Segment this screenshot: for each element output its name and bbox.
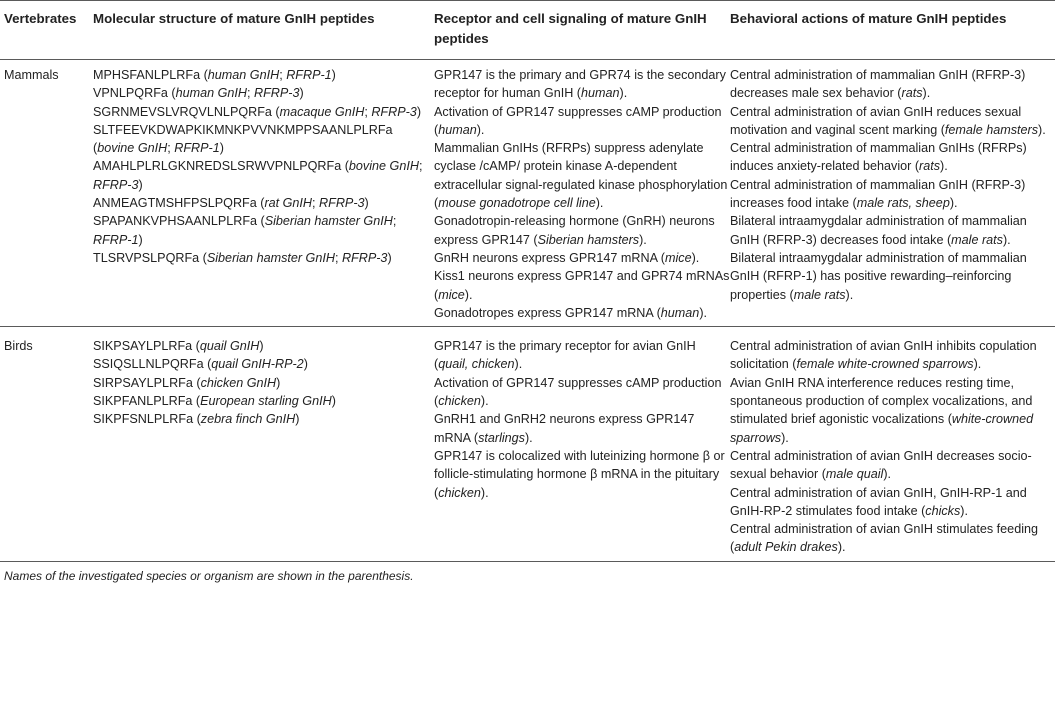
entry-species: human bbox=[438, 122, 477, 137]
entry-species: European starling GnIH bbox=[200, 394, 332, 409]
cell-entry bbox=[93, 103, 434, 121]
entry-text: GnRH neurons express GPR147 mRNA ( bbox=[434, 250, 665, 265]
entry-text: Activation of GPR147 suppresses cAMP production ( bbox=[434, 375, 722, 409]
entry-text: SGRNMEVSLVRQVLNLPQRFa ( bbox=[93, 104, 280, 119]
cell-entry bbox=[93, 355, 434, 373]
group-birds: Birds bbox=[0, 327, 93, 562]
cell-entry bbox=[93, 66, 434, 84]
entry-variant: RFRP-3 bbox=[341, 250, 388, 265]
entry-text: SIKPFANLPLRFa ( bbox=[93, 394, 201, 409]
entry-close: ). bbox=[639, 232, 647, 247]
entry-species: human bbox=[581, 86, 620, 101]
entry-text: Avian GnIH RNA interference reduces resting time, spontaneous production of complex vocalizations, and stimulated brief agonistic vocalizations ( bbox=[730, 375, 1033, 427]
header-behavioral: Behavioral actions of mature GnIH peptides bbox=[730, 1, 1055, 60]
entry-species: starlings bbox=[478, 430, 525, 445]
cell-entry bbox=[730, 337, 1055, 374]
entry-species: chicken bbox=[438, 394, 481, 409]
cell-entry bbox=[93, 374, 434, 392]
cell-entry bbox=[730, 66, 1055, 103]
entry-separator: ; bbox=[247, 86, 254, 101]
entry-text: Central administration of mammalian GnIH (RFRP-3) decreases male sex behavior ( bbox=[730, 68, 1026, 101]
cell-entry bbox=[434, 66, 730, 103]
cell-entry bbox=[434, 374, 730, 411]
entry-species: mouse gonadotrope cell line bbox=[438, 196, 596, 211]
cell-entry bbox=[93, 212, 434, 249]
entry-close: ). bbox=[691, 250, 700, 265]
entry-variant: RFRP-1 bbox=[174, 141, 220, 156]
entry-species: adult Pekin drakes bbox=[734, 540, 838, 555]
cell-entry bbox=[93, 84, 434, 102]
cell-entry bbox=[730, 249, 1055, 304]
entry-text: Central administration of avian GnIH reduces sexual motivation and vaginal scent marking ( bbox=[730, 104, 1022, 137]
entry-close: ) bbox=[387, 250, 392, 265]
entry-close: ). bbox=[973, 357, 982, 372]
entry-species: female hamsters bbox=[944, 122, 1038, 137]
entry-close: ). bbox=[1038, 122, 1046, 137]
entry-variant: RFRP-3 bbox=[254, 86, 300, 101]
entry-text: Central administration of avian GnIH stimulates feeding ( bbox=[730, 522, 1038, 555]
entry-text: Activation of GPR147 suppresses cAMP production ( bbox=[434, 104, 722, 137]
entry-species: bovine GnIH bbox=[348, 159, 419, 174]
entry-text: Bilateral intraamygdalar administration of mammalian GnIH (RFRP-3) decreases food intake ( bbox=[730, 214, 1027, 247]
entry-text: AMAHLPLRLGKNREDSLSRWVPNLPQRFa ( bbox=[93, 159, 349, 174]
entry-text: GPR147 is the primary and GPR74 is the secondary receptor for human GnIH ( bbox=[434, 68, 726, 101]
entry-text: SLTFEEVKDWAPKIKMNKPVVNKMPPSAANLPLRFa ( bbox=[93, 122, 393, 156]
cell-entry bbox=[434, 103, 730, 140]
entry-text: Central administration of avian GnIH decreases socio-sexual behavior ( bbox=[730, 448, 1032, 482]
entry-species: male rats bbox=[951, 232, 1003, 247]
entry-close: ). bbox=[781, 430, 789, 445]
entry-species: Siberian hamsters bbox=[537, 232, 640, 247]
entry-species: chicken GnIH bbox=[200, 375, 277, 390]
entry-text: Central administration of mammalian GnIHs (RFRPs) induces anxiety-related behavior ( bbox=[730, 141, 1027, 174]
entry-text: Central administration of avian GnIH inhibits copulation solicitation ( bbox=[730, 339, 1037, 372]
entry-close: ) bbox=[138, 232, 143, 247]
cell-entry bbox=[730, 139, 1055, 176]
header-molecular: Molecular structure of mature GnIH peptides bbox=[93, 1, 434, 60]
entry-separator: ; bbox=[418, 159, 423, 174]
entry-species: quail GnIH-RP-2 bbox=[211, 357, 304, 372]
entry-close: ) bbox=[364, 196, 369, 211]
entry-text: Mammalian GnIHs (RFRPs) suppress adenylate cyclase /cAMP/ protein kinase A-dependent extracellular signal-regulated kinase phosphorylation ( bbox=[434, 141, 728, 211]
mammals-behavioral bbox=[730, 60, 1055, 327]
entry-close: ). bbox=[940, 159, 948, 174]
cell-entry bbox=[434, 304, 730, 322]
entry-text: ANMEAGTMSHFPSLPQRFa ( bbox=[93, 196, 265, 211]
cell-entry bbox=[730, 374, 1055, 447]
entry-close: ). bbox=[476, 122, 485, 137]
entry-close: ) bbox=[299, 86, 304, 101]
entry-close: ) bbox=[303, 357, 308, 372]
entry-text: GnRH1 and GnRH2 neurons express GPR147 mRNA ( bbox=[434, 412, 695, 445]
entry-text: SIKPSAYLPLRFa ( bbox=[93, 339, 200, 354]
entry-species: female white-crowned sparrows bbox=[796, 357, 974, 372]
entry-close: ). bbox=[480, 394, 489, 409]
cell-entry bbox=[93, 121, 434, 158]
entry-close: ) bbox=[259, 339, 264, 354]
entry-text: GPR147 is the primary receptor for avian GnIH ( bbox=[434, 339, 696, 372]
entry-close: ). bbox=[595, 196, 604, 211]
entry-close: ). bbox=[845, 287, 854, 302]
entry-separator: ; bbox=[364, 104, 372, 119]
group-mammals: Mammals bbox=[0, 60, 93, 327]
entry-close: ) bbox=[295, 412, 300, 427]
entry-variant: RFRP-3 bbox=[319, 196, 365, 211]
table-row-birds bbox=[0, 327, 1055, 562]
entry-text: SIKPFSNLPLRFa ( bbox=[93, 412, 201, 427]
cell-entry bbox=[730, 484, 1055, 521]
entry-species: Siberian hamster GnIH bbox=[206, 250, 335, 265]
table-row-mammals bbox=[0, 60, 1055, 327]
entry-separator: ; bbox=[279, 68, 287, 82]
cell-entry bbox=[93, 194, 434, 212]
entry-species: mice bbox=[664, 250, 692, 265]
entry-species: mice bbox=[438, 287, 465, 302]
entry-close: ). bbox=[837, 540, 846, 555]
cell-entry bbox=[93, 337, 434, 355]
entry-species: human GnIH bbox=[175, 86, 247, 101]
cell-entry bbox=[730, 520, 1055, 557]
entry-text: Central administration of avian GnIH, GnIH-RP-1 and GnIH-RP-2 stimulates food intake ( bbox=[730, 485, 1027, 518]
entry-text: SPAPANKVPHSAANLPLRFa ( bbox=[93, 214, 265, 229]
cell-entry bbox=[730, 103, 1055, 140]
entry-species: quail, chicken bbox=[438, 357, 515, 372]
entry-separator: ; bbox=[312, 196, 320, 211]
entry-text: VPNLPQRFa ( bbox=[93, 86, 176, 101]
entry-text: SSIQSLLNLPQRFa ( bbox=[93, 357, 212, 372]
entry-text: Gonadotropes express GPR147 mRNA ( bbox=[434, 305, 661, 320]
entry-species: white-crowned sparrows bbox=[730, 412, 1034, 445]
entry-close: ) bbox=[219, 141, 224, 156]
cell-entry bbox=[93, 392, 434, 410]
header-row bbox=[0, 1, 1055, 60]
mammals-molecular bbox=[93, 60, 434, 327]
entry-close: ). bbox=[960, 503, 968, 518]
entry-text: Kiss1 neurons express GPR147 and GPR74 mRNAs ( bbox=[434, 269, 730, 302]
entry-close: ) bbox=[331, 394, 336, 409]
entry-text: Central administration of mammalian GnIH (RFRP-3) increases food intake ( bbox=[730, 177, 1026, 211]
entry-close: ) bbox=[276, 375, 281, 390]
entry-separator: ; bbox=[167, 141, 175, 156]
entry-separator: ; bbox=[334, 250, 342, 265]
cell-entry bbox=[730, 176, 1055, 213]
entry-species: rats bbox=[901, 86, 923, 101]
cell-entry bbox=[93, 249, 434, 267]
entry-text: MPHSFANLPLRFa ( bbox=[93, 68, 208, 82]
cell-entry bbox=[434, 212, 730, 249]
entry-variant: RFRP-3 bbox=[93, 177, 139, 192]
entry-close: ) bbox=[138, 177, 143, 192]
cell-entry bbox=[434, 337, 730, 374]
entry-species: male quail bbox=[825, 467, 884, 482]
birds-molecular bbox=[93, 327, 434, 562]
header-receptor: Receptor and cell signaling of mature GnIH peptides bbox=[434, 1, 730, 60]
entry-close: ). bbox=[949, 196, 958, 211]
entry-separator: ; bbox=[392, 214, 397, 229]
entry-close: ). bbox=[514, 357, 523, 372]
entry-species: macaque GnIH bbox=[279, 104, 365, 119]
cell-entry bbox=[434, 267, 730, 304]
entry-species: bovine GnIH bbox=[97, 141, 168, 156]
entry-close: ). bbox=[464, 287, 473, 302]
entry-close: ). bbox=[883, 467, 892, 482]
entry-close: ) bbox=[416, 104, 422, 119]
entry-species: human bbox=[660, 305, 700, 320]
entry-text: GPR147 is colocalized with luteinizing hormone β or follicle-stimulating hormone β mRNA in the pituitary ( bbox=[434, 448, 725, 500]
cell-entry bbox=[434, 249, 730, 267]
entry-close: ). bbox=[1002, 232, 1011, 247]
entry-species: chicken bbox=[438, 485, 481, 500]
entry-close: ). bbox=[524, 430, 533, 445]
entry-species: human GnIH bbox=[207, 68, 280, 82]
entry-close: ). bbox=[922, 86, 931, 101]
cell-entry bbox=[730, 447, 1055, 484]
cell-entry bbox=[93, 157, 434, 194]
cell-entry bbox=[434, 139, 730, 212]
cell-entry bbox=[730, 212, 1055, 249]
mammals-receptor bbox=[434, 60, 730, 327]
entry-variant: RFRP-1 bbox=[93, 232, 139, 247]
entry-text: SIRPSAYLPLRFa ( bbox=[93, 375, 201, 390]
cell-entry bbox=[434, 410, 730, 447]
entry-species: rat GnIH bbox=[264, 196, 313, 211]
entry-species: male rats bbox=[793, 287, 846, 302]
entry-close: ). bbox=[480, 485, 489, 500]
entry-species: Siberian hamster GnIH bbox=[264, 214, 393, 229]
entry-variant: RFRP-3 bbox=[371, 104, 417, 119]
entry-text: Gonadotropin-releasing hormone (GnRH) neurons express GPR147 ( bbox=[434, 214, 715, 247]
entry-species: quail GnIH bbox=[199, 339, 260, 354]
birds-receptor bbox=[434, 327, 730, 562]
cell-entry bbox=[434, 447, 730, 502]
birds-behavioral bbox=[730, 327, 1055, 562]
entry-species: male rats, sheep bbox=[856, 196, 950, 211]
header-vertebrates: Vertebrates bbox=[0, 1, 93, 60]
entry-species: rats bbox=[919, 159, 941, 174]
entry-text: Bilateral intraamygdalar administration of mammalian GnIH (RFRP-1) has positive rewarding–reinforcing properties ( bbox=[730, 250, 1027, 302]
entry-close: ). bbox=[699, 305, 708, 320]
entry-variant: RFRP-1 bbox=[286, 68, 332, 82]
cell-entry bbox=[93, 410, 434, 428]
entry-close: ). bbox=[619, 86, 628, 101]
table-footnote: Names of the investigated species or organism are shown in the parenthesis. bbox=[4, 568, 414, 583]
entry-species: chicks bbox=[925, 503, 961, 518]
entry-close: ) bbox=[331, 68, 336, 82]
entry-species: zebra finch GnIH bbox=[200, 412, 296, 427]
entry-text: TLSRVPSLPQRFa ( bbox=[93, 250, 207, 265]
